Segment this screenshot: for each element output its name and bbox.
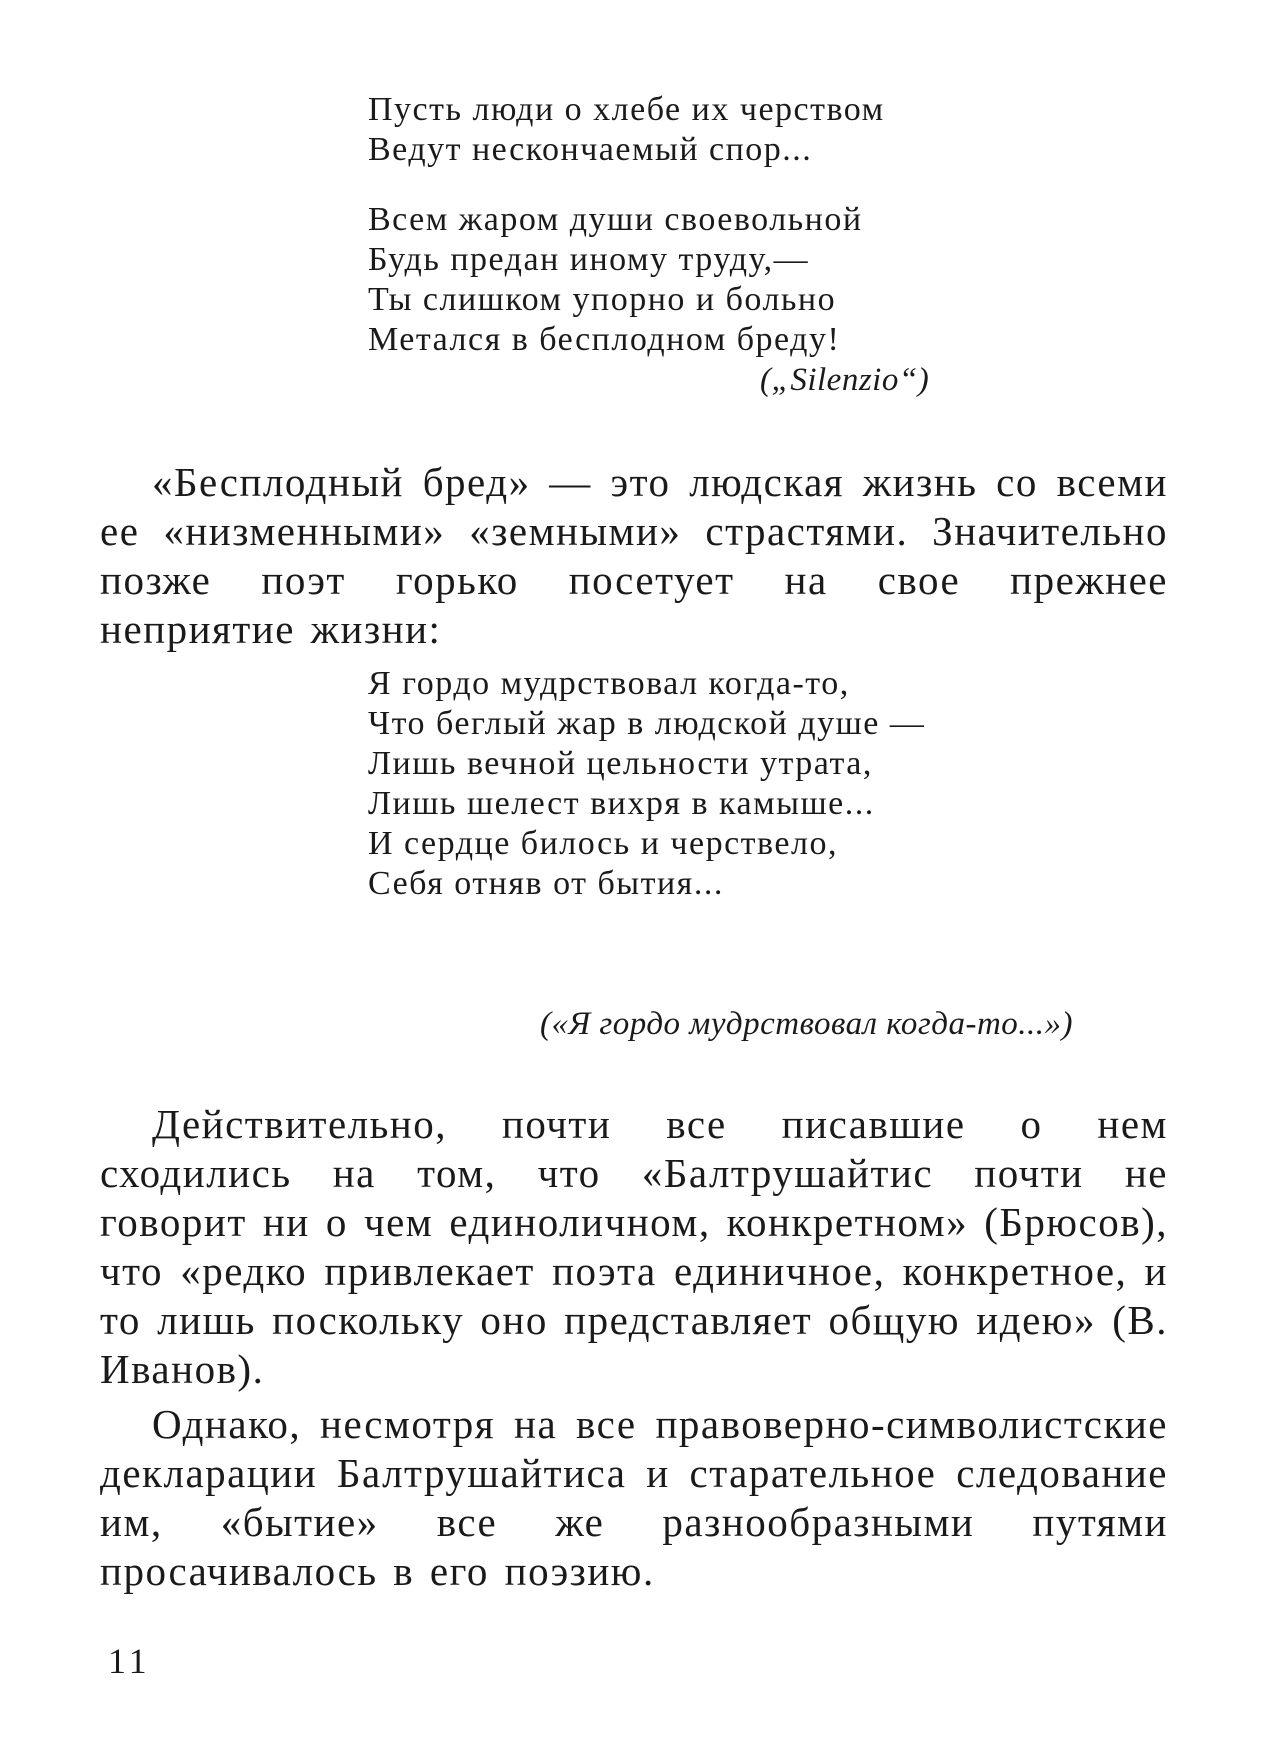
verse-line: Что беглый жар в людской душе —	[368, 705, 926, 742]
verse-line: Лишь вечной цельности утрата,	[368, 745, 873, 782]
paragraph-2	[100, 1100, 1168, 1394]
poem-attribution-silenzio: („Silenzio“)	[760, 362, 930, 398]
paragraph-3-text: Однако, несмотря на все правоверно-символистские декларации Балтрушайтиса и старательное следование им, «бытие» все же разнообразными путями просачивалось в его поэзию.	[100, 1401, 1168, 1594]
verse-line: Себя отняв от бытия...	[368, 865, 724, 902]
page-number: 11	[108, 1641, 151, 1681]
paragraph-1	[100, 458, 1168, 654]
verse-line: Метался в бесплодном бреду!	[368, 321, 841, 358]
poem-attribution-gordo: («Я гордо мудрствовал когда-то...»)	[540, 1006, 1074, 1042]
verse-line: Ты слишком упорно и больно	[368, 281, 837, 318]
verse-line: И сердце билось и черствело,	[368, 825, 838, 862]
verse-line: Пусть люди о хлебе их черством	[368, 91, 885, 128]
paragraph-1-text: «Бесплодный бред» — это людская жизнь со всеми ее «низменными» «земными» страстями. Значительно позже поэт горько посетует на свое прежнее неприятие жизни:	[100, 459, 1168, 652]
verse-line: Ведут нескончаемый спор...	[368, 131, 813, 168]
poem-stanza-3	[368, 664, 1008, 904]
verse-line: Всем жаром души своевольной	[368, 201, 863, 238]
paragraph-3	[100, 1400, 1168, 1596]
poem-stanza-2	[368, 200, 1008, 360]
verse-line: Лишь шелест вихря в камыше...	[368, 785, 875, 822]
poem-stanza-1	[368, 90, 1008, 170]
paragraph-2-text: Действительно, почти все писавшие о нем сходились на том, что «Балтрушайтис почти не говорит ни о чем единоличном, конкретном» (Брюсов), что «редко привлекает поэта единичное, конкретное, и то лишь поскольку оно представляет общую идею» (В. Иванов).	[100, 1101, 1168, 1392]
verse-line: Будь предан иному труду,—	[368, 241, 810, 278]
verse-line: Я гордо мудрствовал когда-то,	[368, 665, 850, 702]
